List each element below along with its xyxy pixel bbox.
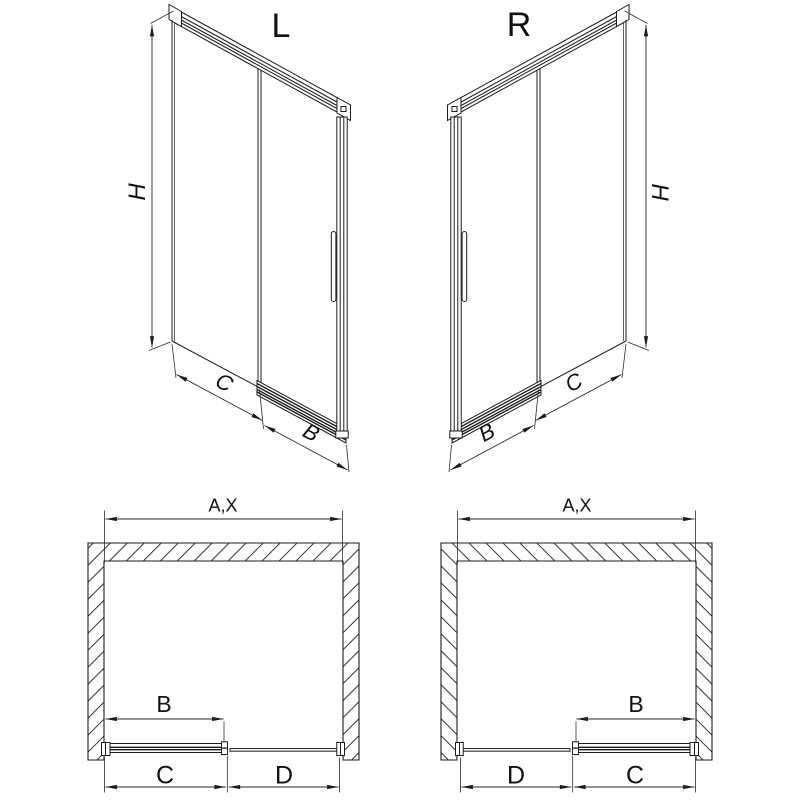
variant-label-left: L [271,7,291,45]
iso-right-b-label: B [474,417,500,447]
plan-left-total-width-label: A,X [208,495,238,516]
plan-right-total-width-label: A,X [562,495,592,516]
iso-right-c-label: C [560,367,587,398]
iso-view-left [124,5,351,473]
iso-view-right [448,5,674,473]
plan-right-door-width-label: B [628,691,644,717]
plan-left-door-width-label: B [156,691,172,717]
plan-right-d-label: D [506,761,526,790]
plan-view-right [441,496,712,793]
iso-right-height-label: H [646,183,673,201]
plan-left-d-label: D [274,761,294,790]
plan-view-left-geometry [88,511,359,793]
iso-view-left-geometry [149,5,351,473]
iso-left-b-label: B [298,417,324,447]
plan-view-right-geometry [441,511,712,793]
plan-left-c-label: C [155,761,175,790]
plan-view-left [88,496,359,793]
plan-right-c-label: C [625,761,645,790]
variant-label-right: R [506,6,532,44]
iso-view-right-geometry [448,5,650,473]
iso-left-c-label: C [211,367,238,398]
iso-left-height-label: H [124,183,151,201]
